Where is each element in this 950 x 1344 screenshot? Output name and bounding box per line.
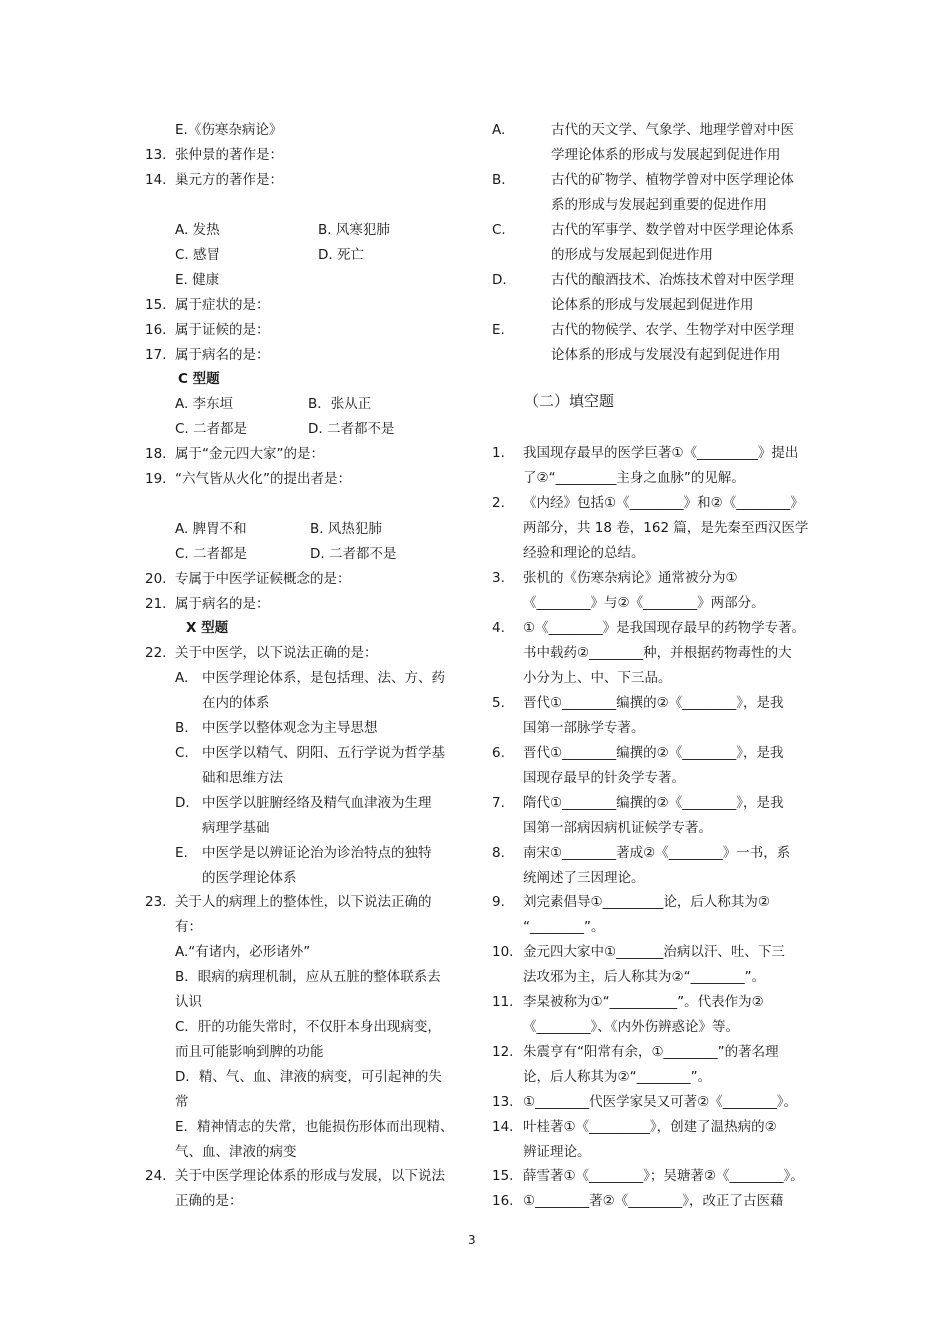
text-line: 气、血、津液的病变	[175, 1144, 297, 1160]
question-number: 14.	[145, 172, 167, 188]
question-number: 10.	[492, 944, 514, 960]
text-line: 学理论体系的形成与发展起到促进作用	[551, 147, 781, 163]
question-number: 3.	[492, 570, 505, 586]
question-number: 15.	[492, 1168, 514, 1184]
text-line: 中医学理论体系，是包括理、法、方、药	[202, 670, 445, 686]
text-line: A. 李东垣	[175, 396, 234, 412]
text-line: 有：	[175, 919, 202, 935]
text-line: B.	[175, 720, 189, 736]
question-number: 17.	[145, 347, 167, 363]
text-line: 常	[175, 1094, 189, 1110]
text-line: “六气皆从火化”的提出者是：	[175, 471, 351, 487]
question-number: E.	[492, 322, 505, 338]
text-line: 论，后人称其为②“________”。	[523, 1069, 712, 1085]
text-line: 古代的酿酒技术、冶炼技术曾对中医学理	[551, 272, 794, 288]
text-line: 中医学是以辨证论治为诊治特点的独特	[202, 845, 432, 861]
text-line: 中医学以精气、阴阳、五行学说为哲学基	[202, 745, 445, 761]
question-number: 14.	[492, 1119, 514, 1135]
text-line: 在内的体系	[202, 695, 270, 711]
question-number: 6.	[492, 745, 505, 761]
question-number: 19.	[145, 471, 167, 487]
text-line: 古代的矿物学、植物学曾对中医学理论体	[551, 172, 794, 188]
text-line: E.	[175, 845, 188, 861]
question-number: 13.	[145, 147, 167, 163]
text-line: D. 二者都不是	[308, 421, 395, 437]
question-number: 16.	[492, 1193, 514, 1209]
question-number: 7.	[492, 795, 505, 811]
text-line: 础和思维方法	[202, 770, 283, 786]
text-line: 正确的是：	[175, 1193, 243, 1209]
text-line: A.“有诸内，必形诸外”	[175, 944, 311, 960]
text-line: “________”。	[523, 919, 605, 935]
question-number: 15.	[145, 297, 167, 313]
text-line: E.《伤寒杂病论》	[175, 122, 283, 138]
text-line: B. 风热犯肺	[310, 521, 382, 537]
text-line: 属于“金元四大家”的是：	[175, 446, 324, 462]
text-line: 国第一部脉学专著。	[523, 720, 645, 736]
text-line: 南宋①________著成②《________》一书，系	[523, 845, 791, 861]
section-heading: （二）填空题	[524, 392, 615, 410]
question-number: 9.	[492, 894, 505, 910]
text-line: 张机的《伤寒杂病论》通常被分为①	[523, 570, 738, 586]
text-line: 小分为上、中、下三品。	[523, 670, 672, 686]
text-line: 刘完素倡导①_________论，后人称其为②	[523, 894, 770, 910]
question-number: 18.	[145, 446, 167, 462]
text-line: 《________》与②《________》两部分。	[523, 595, 765, 611]
text-line: C 型题	[178, 371, 220, 387]
text-line: 晋代①________编撰的②《________》，是我	[523, 695, 784, 711]
question-number: D.	[492, 272, 507, 288]
text-line: 我国现存最早的医学巨著①《_________》提出	[523, 445, 799, 461]
text-line: 经验和理论的总结。	[523, 545, 645, 561]
text-line: ①________著②《________》，改正了古医藉	[523, 1193, 784, 1209]
text-line: 朱震亨有“阳常有余，①________”的著名理	[523, 1044, 779, 1060]
text-line: 李杲被称为①“__________”。代表作为②	[523, 994, 764, 1010]
text-line: 晋代①________编撰的②《________》，是我	[523, 745, 784, 761]
page-number: 3	[468, 1233, 476, 1247]
question-number: 21.	[145, 596, 167, 612]
text-line: 两部分，共 18 卷，162 篇，是先秦至西汉医学	[523, 520, 809, 536]
text-line: 《内经》包括①《________》和②《________》	[523, 495, 804, 511]
question-number: 2.	[492, 495, 505, 511]
text-line: 金元四大家中①_______治病以汗、吐、下三	[523, 944, 785, 960]
text-line: A. 脾胃不和	[175, 521, 247, 537]
question-number: 5.	[492, 695, 505, 711]
question-number: 20.	[145, 571, 167, 587]
question-number: 1.	[492, 445, 505, 461]
question-number: 12.	[492, 1044, 514, 1060]
text-line: C.	[175, 745, 189, 761]
text-line: 论体系的形成与发展起到促进作用	[551, 297, 754, 313]
text-line: B．张从正	[308, 396, 372, 412]
text-line: 张仲景的著作是：	[175, 147, 283, 163]
text-line: 属于病名的是：	[175, 347, 270, 363]
text-line: 《________》、《内外伤辨惑论》等。	[523, 1019, 739, 1035]
question-number: 16.	[145, 322, 167, 338]
text-line: C. 二者都是	[175, 421, 248, 437]
text-line: D. 死亡	[318, 247, 364, 263]
text-line: 中医学以整体观念为主导思想	[202, 720, 378, 736]
text-line: 属于症状的是：	[175, 297, 270, 313]
text-line: 国现存最早的针灸学专著。	[523, 770, 685, 786]
text-line: ①《________》是我国现存最早的药物学专著。	[523, 620, 806, 636]
text-line: 巢元方的著作是：	[175, 172, 283, 188]
text-line: 的医学理论体系	[202, 870, 297, 886]
text-line: B．眼病的病理机制，应从五脏的整体联系去	[175, 969, 441, 985]
text-line: 法攻邪为主，后人称其为②“________”。	[523, 969, 766, 985]
text-line: 国第一部病因病机证候学专著。	[523, 820, 712, 836]
text-line: 统阐述了三因理论。	[523, 870, 645, 886]
question-number: 8.	[492, 845, 505, 861]
text-line: 书中载药②________种，并根据药物毒性的大	[523, 645, 792, 661]
text-line: 古代的军事学、数学曾对中医学理论体系	[551, 222, 794, 238]
text-line: E．精神情志的失常，也能损伤形体而出现精、	[175, 1119, 454, 1135]
text-line: 中医学以脏腑经络及精气血津液为生理	[202, 795, 432, 811]
text-line: C. 感冒	[175, 247, 221, 263]
text-line: 专属于中医学证候概念的是：	[175, 571, 351, 587]
text-line: X 型题	[186, 620, 229, 636]
text-line: D. 二者都不是	[310, 546, 397, 562]
question-number: 22.	[145, 645, 167, 661]
text-line: 的形成与发展起到促进作用	[551, 247, 713, 263]
question-number: A.	[492, 122, 506, 138]
text-line: C．肝的功能失常时，不仅肝本身出现病变，	[175, 1019, 441, 1035]
text-line: 病理学基础	[202, 820, 270, 836]
question-number: 11.	[492, 994, 514, 1010]
text-line: 属于证候的是：	[175, 322, 270, 338]
text-line: 薛雪著①《________》；吴瑭著②《________》。	[523, 1168, 804, 1184]
text-line: 关于人的病理上的整体性，以下说法正确的	[175, 894, 432, 910]
question-number: B.	[492, 172, 506, 188]
text-line: 了②“_________主身之血脉”的见解。	[523, 470, 745, 486]
text-line: D．精、气、血、津液的病变，可引起神的失	[175, 1069, 442, 1085]
text-line: 属于病名的是：	[175, 596, 270, 612]
text-line: 古代的物候学、农学、生物学对中医学理	[551, 322, 794, 338]
question-number: 24.	[145, 1168, 167, 1184]
text-line: C. 二者都是	[175, 546, 248, 562]
text-line: A.	[175, 670, 189, 686]
text-line: 隋代①________编撰的②《________》，是我	[523, 795, 784, 811]
text-line: 辨证理论。	[523, 1144, 591, 1160]
text-line: 论体系的形成与发展没有起到促进作用	[551, 347, 781, 363]
question-number: C.	[492, 222, 506, 238]
text-line: 而且可能影响到脾的功能	[175, 1044, 324, 1060]
text-line: D.	[175, 795, 190, 811]
text-line: B. 风寒犯肺	[318, 222, 390, 238]
text-line: E. 健康	[175, 272, 220, 288]
text-line: 古代的天文学、气象学、地理学曾对中医	[551, 122, 794, 138]
text-line: 系的形成与发展起到重要的促进作用	[551, 197, 767, 213]
text-line: 关于中医学理论体系的形成与发展，以下说法	[175, 1168, 445, 1184]
question-number: 13.	[492, 1094, 514, 1110]
question-number: 4.	[492, 620, 505, 636]
text-line: 关于中医学，以下说法正确的是：	[175, 645, 378, 661]
text-line: 叶桂著①《_________》，创建了温热病的②	[523, 1119, 777, 1135]
text-line: ①________代医学家吴又可著②《________》。	[523, 1094, 797, 1110]
text-line: A. 发热	[175, 222, 220, 238]
text-line: 认识	[175, 994, 202, 1010]
question-number: 23.	[145, 894, 167, 910]
